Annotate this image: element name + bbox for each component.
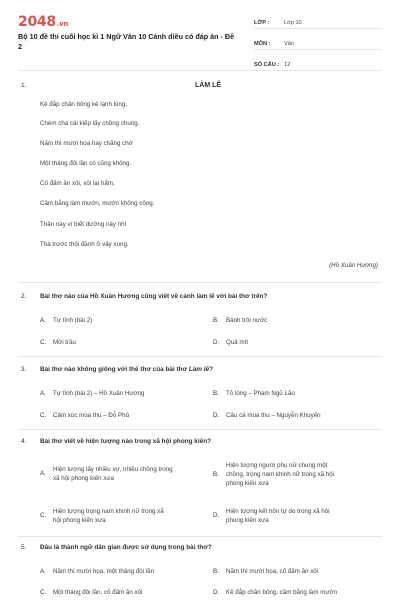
option-letter: B. — [213, 317, 219, 324]
option-text: Kẻ đắp chăn bông, cầm bằng làm mướn — [226, 589, 338, 596]
question-text: Đâu là thành ngữ dân gian được sử dụng trong bài thơ? — [40, 544, 212, 551]
answer-option-b[interactable] — [213, 389, 295, 398]
answer-option-b[interactable] — [213, 459, 334, 489]
answer-option-d[interactable] — [213, 411, 321, 420]
question-text-poem: Làm lẽ — [188, 366, 210, 373]
option-letter: A. — [40, 317, 46, 324]
option-letter: B. — [213, 568, 219, 575]
option-letter: D. — [213, 512, 220, 519]
answer-option-a[interactable] — [40, 316, 92, 325]
divider — [18, 282, 382, 283]
meta-value: 12 — [284, 62, 291, 68]
option-text: Mời trầu — [53, 339, 76, 346]
question-number: 1. — [21, 82, 27, 89]
meta-key: LỚP : — [254, 20, 270, 26]
option-text: Bánh trôi nước — [226, 317, 268, 324]
question-text: Bài thơ nào của Hồ Xuân Hương cũng viết về cảnh làm lẽ với bài thơ trên? — [40, 293, 268, 300]
meta-row-class — [254, 14, 382, 29]
option-text-line: Hiện tượng người phụ nữ chung một — [226, 461, 328, 469]
option-letter: C. — [40, 339, 47, 346]
option-text-line: hội phong kiến xưa — [53, 516, 106, 524]
question-text — [40, 366, 213, 373]
option-letter: C. — [40, 412, 47, 419]
answer-option-c[interactable] — [40, 338, 76, 347]
option-letter: B. — [213, 470, 219, 478]
question-text: Bài thơ viết về hiện tượng nào trong xã hội phong kiến? — [40, 438, 212, 445]
option-text — [53, 465, 173, 483]
option-text-line: chồng, trọng nam khinh nữ trong xã hội — [226, 470, 335, 478]
option-text: Cảm xúc mùa thu – Đỗ Phủ — [53, 412, 130, 419]
answer-option-c[interactable] — [40, 502, 164, 529]
answer-option-a[interactable] — [40, 460, 173, 487]
answer-option-b[interactable] — [213, 567, 318, 576]
option-text: Năm thì mười họa, cố đấm ăn xôi — [226, 568, 319, 575]
answer-option-a[interactable] — [40, 389, 144, 398]
poem-line: Chém cha cái kiếp lấy chồng chung. — [40, 120, 140, 127]
option-letter: A. — [40, 568, 46, 575]
poem-line: Cầm bằng làm mướn, mướn không công. — [40, 200, 155, 207]
poem-line: Năm thì mười họa hay chăng chớ — [40, 140, 133, 147]
option-text — [226, 461, 334, 488]
question-number: 3. — [21, 366, 27, 373]
answer-option-d[interactable] — [213, 588, 337, 597]
option-text: Tự tình (bài 2) — [53, 317, 93, 324]
option-text: Một tháng đôi lần, cố đấm ăn xôi — [53, 589, 143, 596]
option-letter: C. — [40, 512, 47, 519]
answer-option-b[interactable] — [213, 316, 267, 325]
poem-line: Thân này ví biết dường này nhỉ — [40, 221, 126, 228]
option-letter: B. — [213, 390, 219, 397]
option-letter: D. — [213, 339, 220, 346]
poem-title: LÀM LẼ — [195, 82, 222, 89]
question-number: 2. — [21, 293, 27, 300]
option-text: Câu cá mùa thu – Nguyễn Khuyến — [226, 412, 321, 419]
poem-line: Cố đấm ăn xôi, xôi lại hẩm, — [40, 180, 115, 187]
option-text-line: Hiện tượng kết hôn tự do trong xã hội — [226, 507, 330, 515]
option-text: Năm thì mười họa, một tháng đôi lần — [53, 568, 155, 575]
option-letter: C. — [40, 589, 47, 596]
option-text-line: Hiện tượng trọng nam khinh nữ trong xã — [53, 507, 164, 515]
logo-suffix: .vn — [56, 20, 69, 28]
option-text — [226, 507, 330, 525]
option-text-line: Hiện tượng lấy nhiều vợ, nhiều chồng trong — [53, 465, 173, 473]
meta-value: Văn — [284, 41, 294, 47]
poem-author: (Hồ Xuân Hương) — [329, 262, 378, 269]
meta-row-count — [254, 56, 382, 71]
answer-option-c[interactable] — [40, 588, 142, 597]
option-text: Tự tình (bài 2) – Hồ Xuân Hương — [53, 390, 145, 397]
answer-option-d[interactable] — [213, 502, 330, 529]
option-letter: A. — [40, 390, 46, 397]
meta-key: SỐ CÂU : — [254, 62, 280, 68]
divider — [18, 536, 382, 537]
document-meta — [254, 14, 382, 77]
question-text-start: Bài thơ nào không giống với thể thơ của bài thơ — [40, 366, 189, 373]
answer-option-a[interactable] — [40, 567, 154, 576]
answer-option-d[interactable] — [213, 338, 248, 347]
question-number: 4. — [21, 438, 27, 445]
document-title: Bộ 10 đề thi cuối học kì 1 Ngữ Văn 10 Cánh diều có đáp án - Đề 2 — [18, 32, 235, 51]
option-text: Quả mít — [226, 339, 249, 346]
poem-line: Một tháng đôi lần có cũng không. — [40, 160, 132, 167]
option-text-line: phong kiến xưa — [226, 516, 269, 524]
answer-option-c[interactable] — [40, 411, 129, 420]
divider — [18, 70, 382, 71]
page-header — [0, 0, 400, 66]
meta-row-subject — [254, 35, 382, 50]
question-number: 5. — [21, 544, 27, 551]
option-text-line: xã hội phong kiến xưa — [53, 474, 114, 482]
option-letter: D. — [213, 412, 220, 419]
option-text — [53, 507, 164, 525]
option-letter: A. — [40, 470, 46, 477]
poem-line: Kẻ đắp chăn bông kẻ lạnh lùng, — [40, 101, 128, 108]
poem-line: Thà trước thôi đành ở vậy xong. — [40, 241, 129, 248]
option-text: Tỏ lòng – Phạm Ngũ Lão — [226, 390, 295, 397]
meta-value: Lớp 10 — [284, 20, 302, 26]
option-text-line: phong kiến xưa — [226, 479, 269, 487]
meta-key: MÔN : — [254, 41, 271, 47]
site-logo[interactable] — [18, 14, 68, 30]
option-letter: D. — [213, 589, 220, 596]
logo-main: 2048 — [18, 14, 56, 30]
question-text-end: ? — [209, 366, 213, 373]
divider — [18, 429, 382, 430]
divider — [18, 356, 382, 357]
